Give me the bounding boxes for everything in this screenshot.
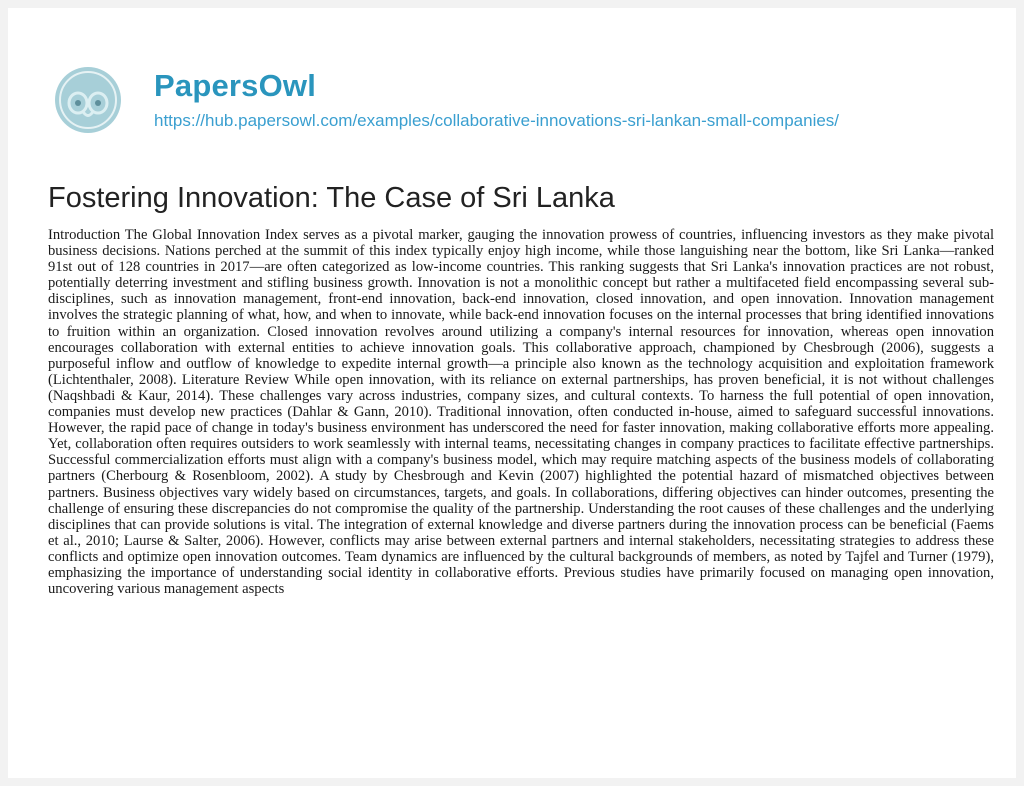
brand-name: PapersOwl xyxy=(154,68,317,103)
document-page xyxy=(8,8,1016,778)
source-url-link[interactable]: https://hub.papersowl.com/examples/collaborative-innovations-sri-lankan-small-companies/ xyxy=(154,111,840,130)
owl-icon xyxy=(54,66,122,134)
site-header xyxy=(54,66,839,134)
document-body: Introduction The Global Innovation Index serves as a pivotal marker, gauging the innovation prowess of countries, influencing investors as they make pivotal business decisions. Nations perched at the summit of this index typically enjoy high income, while those languishing near the bottom, like Sri Lanka—ranked 91st out of 128 countries in 2017—are often categorized as low-income countries. This ranking suggests that Sri Lanka's innovation practices are not robust, potentially deterring investment and stifling business growth. Innovation is not a monolithic concept but rather a multifaceted field encompassing several sub-disciplines, such as innovation management, front-end innovation, back-end innovation, closed innovation, and open innovation. Innovation management involves the strategic planning of what, how, and when to innovate, while back-end innovation focuses on the internal processes that bring identified innovations to fruition within an organization. Closed innovation revolves around utilizing a company's internal resources for innovation, whereas open innovation encourages collaboration with external entities to achieve innovation goals. This collaborative approach, championed by Chesbrough (2006), suggests a purposeful inflow and outflow of knowledge to expedite internal growth—a principle also known as the technology acquisition and exploitation framework (Lichtenthaler, 2008). Literature Review While open innovation, with its reliance on external partnerships, has proven beneficial, it is not without challenges (Naqshbadi & Kaur, 2014). These challenges vary across industries, company sizes, and cultural contexts. To harness the full potential of open innovation, companies must develop new practices (Dahlar & Gann, 2010). Traditional innovation, often conducted in-house, aimed to safeguard successful innovations. However, the rapid pace of change in today's business environment has underscored the need for faster innovation, making collaborative efforts more appealing. Yet, collaboration often requires outsiders to work seamlessly with internal teams, necessitating changes in company practices to facilitate effective partnerships. Successful commercialization efforts must align with a company's business model, which may require matching aspects of the business models of collaborating partners (Cherbourg & Rosenbloom, 2002). A study by Chesbrough and Kevin (2007) highlighted the potential hazard of mismatched objectives between partners. Business objectives vary widely based on circumstances, targets, and goals. In collaborations, differing objectives can hinder outcomes, presenting the challenge of ensuring these discrepancies do not compromise the quality of the partnership. Understanding the root causes of these challenges and the underlying disciplines that can provide solutions is vital. The integration of external knowledge and diverse partners during the innovation process can be beneficial (Faems et al., 2010; Laurse & Salter, 2006). However, conflicts may arise between external partners and internal stakeholders, necessitating strategies to address these conflicts and optimize open innovation outcomes. Team dynamics are influenced by the cultural backgrounds of members, as noted by Tajfel and Turner (1979), emphasizing the importance of understanding social identity in collaborative efforts. Previous studies have primarily focused on managing open innovation, uncovering various management aspects xyxy=(48,227,994,598)
document-title: Fostering Innovation: The Case of Sri Lanka xyxy=(48,182,615,214)
brand-block xyxy=(154,68,839,132)
